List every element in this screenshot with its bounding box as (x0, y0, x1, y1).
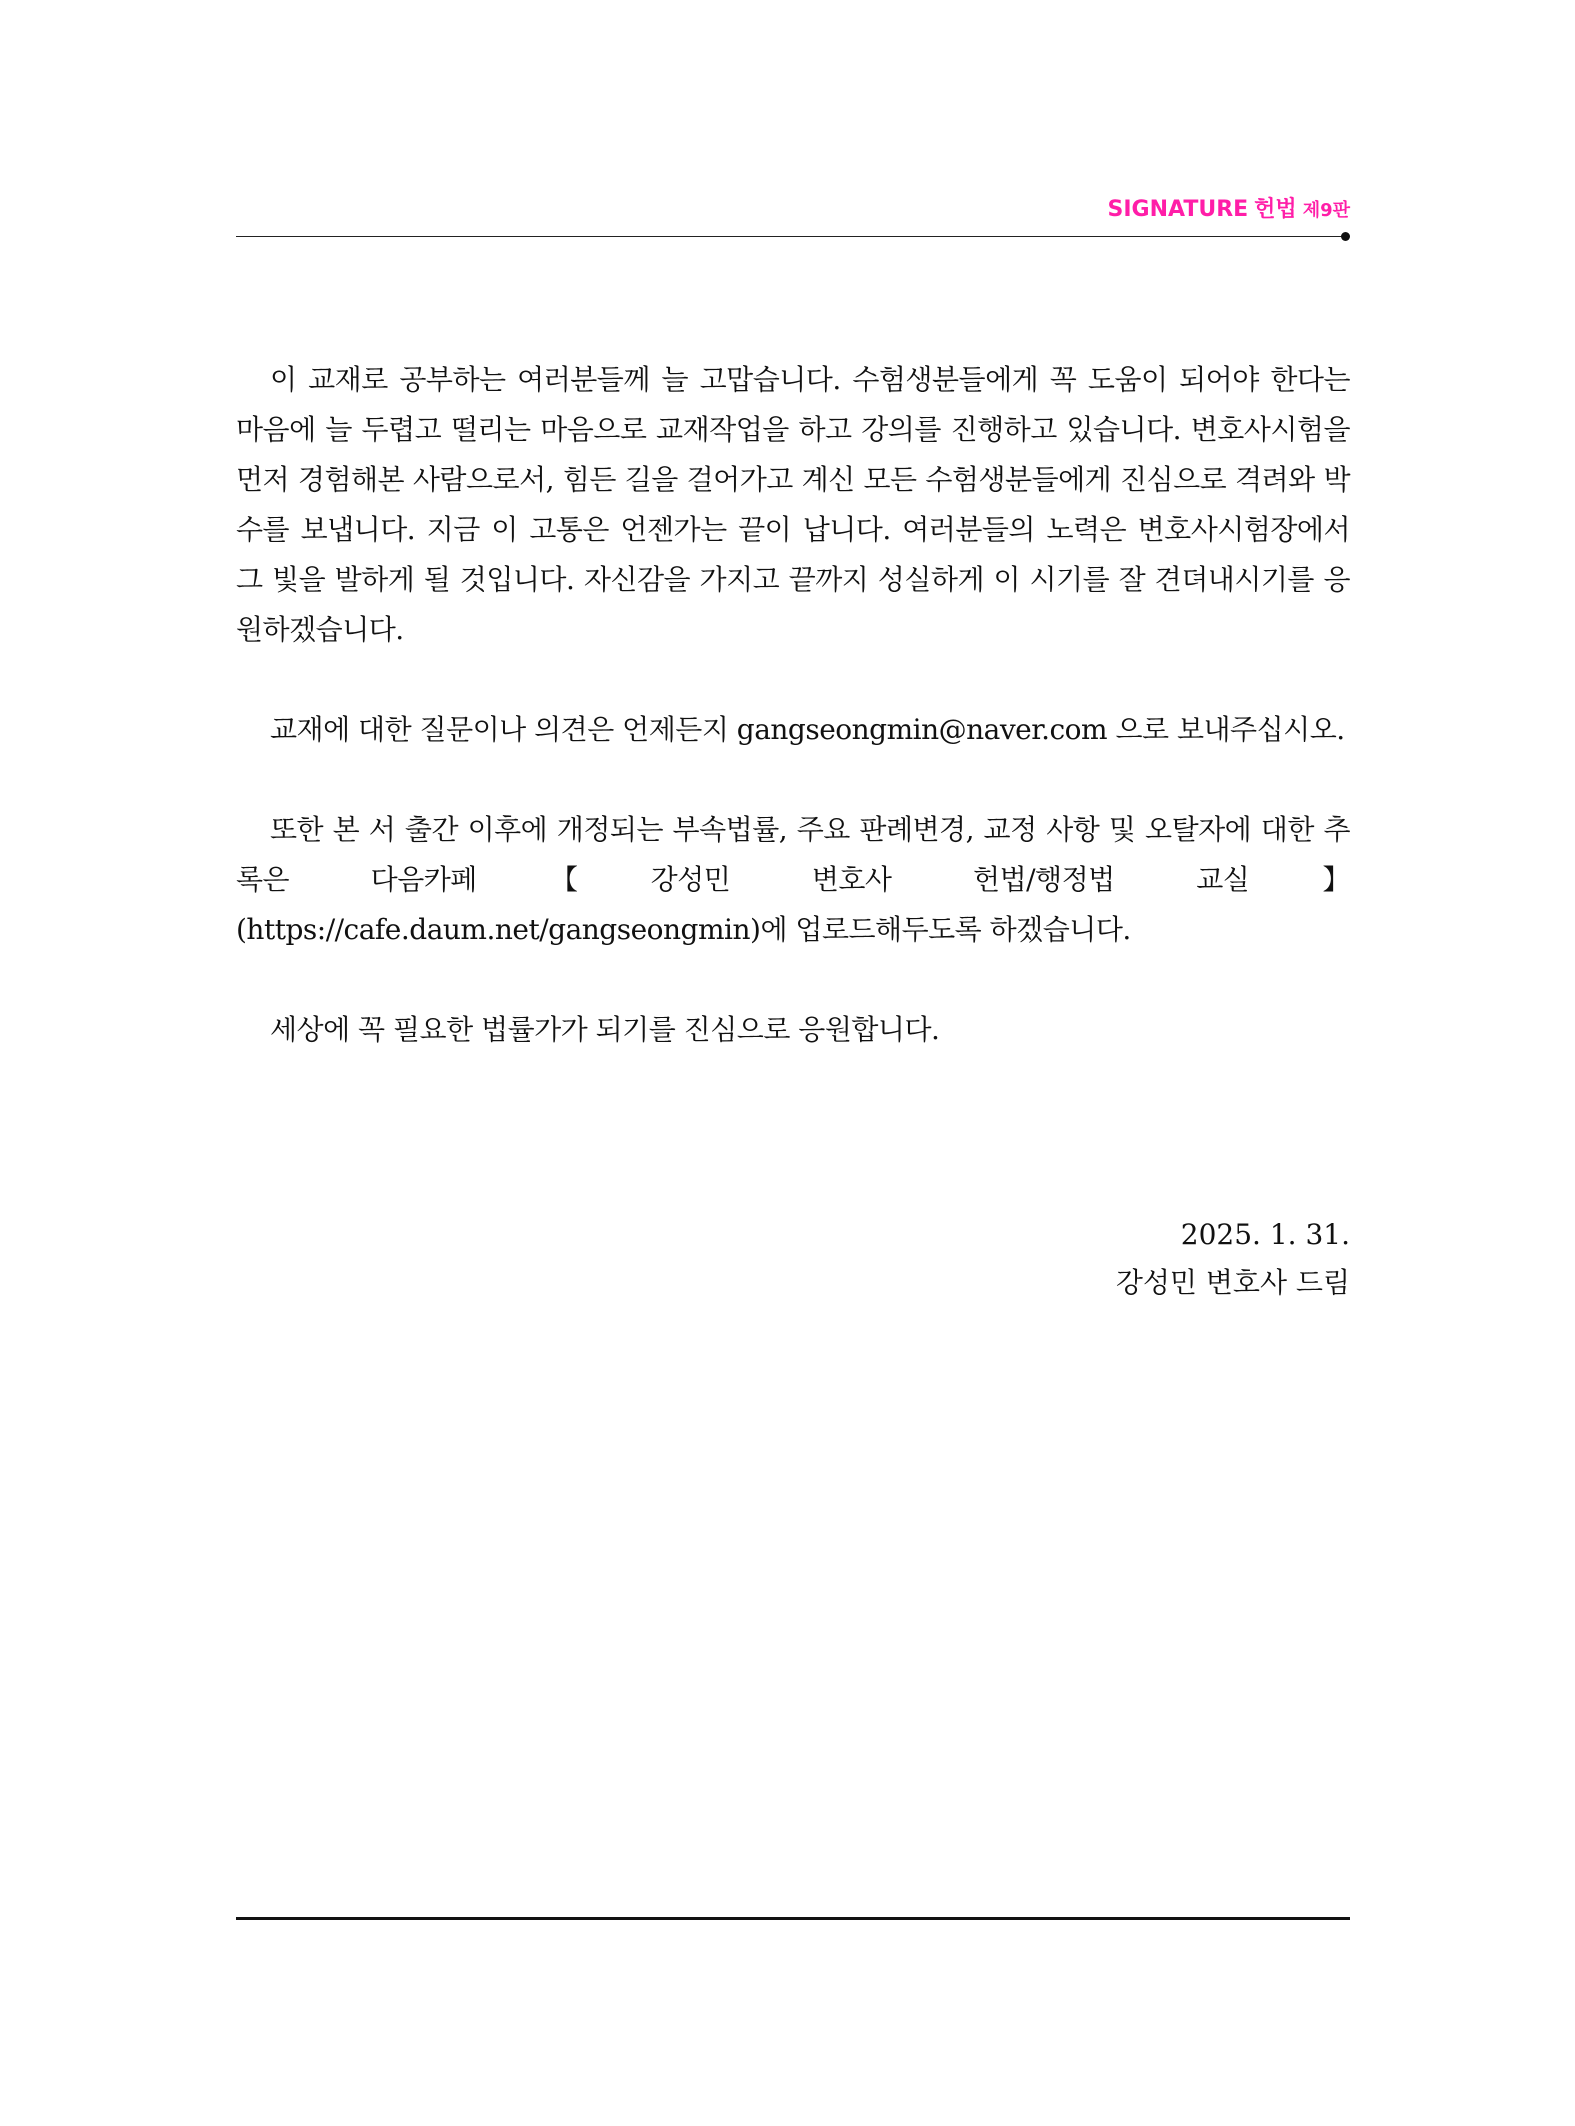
book-edition: 제9판 (1302, 200, 1350, 221)
header-divider (236, 236, 1344, 237)
book-brand: SIGNATURE (1107, 197, 1249, 222)
paragraph-contact: 교재에 대한 질문이나 의견은 언제든지 gangseongmin@naver.com 으로 보내주십시오. (270, 713, 1345, 746)
paragraph-spacer (236, 755, 1350, 805)
signature-block (1116, 1211, 1350, 1307)
header-divider-dot (1341, 232, 1350, 241)
footer-divider (236, 1917, 1350, 1920)
signature-author: 강성민 변호사 드림 (1115, 1266, 1350, 1299)
running-header (236, 196, 1350, 242)
book-subject: 헌법 (1254, 197, 1297, 222)
paragraph-spacer (236, 655, 1350, 705)
paragraph-spacer (236, 955, 1350, 1005)
signature-date: 2025. 1. 31. (1180, 1218, 1350, 1251)
preface-body (236, 355, 1350, 1055)
paragraph-closing: 세상에 꼭 필요한 법률가가 되기를 진심으로 응원합니다. (270, 1013, 940, 1046)
paragraph-gratitude: 이 교재로 공부하는 여러분들께 늘 고맙습니다. 수험생분들에게 꼭 도움이 되어야 한다는 마음에 늘 두렵고 떨리는 마음으로 교재작업을 하고 강의를 진행하고 있습니다. 변호사시험을 먼저 경험해본 사람으로서, 힘든 길을 걸어가고 계신 모든 수험생분들에게 진심으로 격려와 박수를 보냅니다. 지금 이 고통은 언젠가는 끝이 납니다. 여러분들의 노력은 변호사시험장에서 그 빛을 발하게 될 것입니다. 자신감을 가지고 끝까지 성실하게 이 시기를 잘 견뎌내시기를 응원하겠습니다. (236, 363, 1350, 646)
book-title (1108, 196, 1351, 225)
paragraph-updates: 또한 본 서 출간 이후에 개정되는 부속법률, 주요 판례변경, 교정 사항 및 오탈자에 대한 추록은 다음카페【강성민 변호사 헌법/행정법 교실】(https://cafe.daum.net/gangseongmin)에 업로드해두도록 하겠습니다. (236, 813, 1350, 946)
